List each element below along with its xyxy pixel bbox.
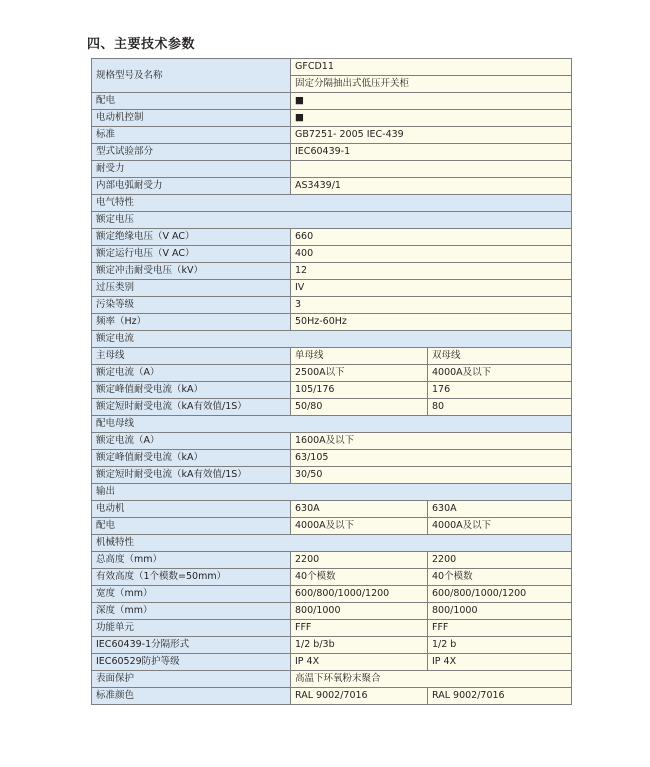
param-value-col1: 105/176 — [291, 382, 428, 399]
param-value-col2: 2200 — [428, 552, 572, 569]
spec-table — [91, 58, 572, 705]
section-label: 机械特性 — [92, 535, 572, 552]
table-row — [92, 382, 572, 399]
table-row — [92, 365, 572, 382]
table-row — [92, 110, 572, 127]
param-value: 1600A及以下 — [291, 433, 572, 450]
table-row — [92, 603, 572, 620]
table-row — [92, 229, 572, 246]
section-label: 额定电压 — [92, 212, 572, 229]
param-value-col2: 630A — [428, 501, 572, 518]
param-value-col2: 176 — [428, 382, 572, 399]
param-value-col1: 40个模数 — [291, 569, 428, 586]
param-label: IEC60439-1分隔形式 — [92, 637, 291, 654]
param-value-col1: 630A — [291, 501, 428, 518]
table-row — [92, 280, 572, 297]
param-label: 过压类别 — [92, 280, 291, 297]
param-value-col2: 4000A及以下 — [428, 518, 572, 535]
param-label: IEC60529防护等级 — [92, 654, 291, 671]
table-row — [92, 433, 572, 450]
param-value-col2: 800/1000 — [428, 603, 572, 620]
param-value: 63/105 — [291, 450, 572, 467]
param-value-col2: 80 — [428, 399, 572, 416]
param-value-col1: 50/80 — [291, 399, 428, 416]
section-row — [92, 195, 572, 212]
param-value-col1: FFF — [291, 620, 428, 637]
param-value-col1: 单母线 — [291, 348, 428, 365]
param-label: 额定电流（A） — [92, 433, 291, 450]
table-row — [92, 348, 572, 365]
param-label: 额定短时耐受电流（kA有效值/1S） — [92, 399, 291, 416]
table-row — [92, 263, 572, 280]
param-label: 额定电流（A） — [92, 365, 291, 382]
table-row — [92, 671, 572, 688]
param-label: 深度（mm） — [92, 603, 291, 620]
param-value-col1: 800/1000 — [291, 603, 428, 620]
param-label: 宽度（mm） — [92, 586, 291, 603]
param-value: IV — [291, 280, 572, 297]
table-row — [92, 246, 572, 263]
section-label: 电气特性 — [92, 195, 572, 212]
param-value: 固定分隔抽出式低压开关柜 — [291, 76, 572, 93]
param-label: 配电 — [92, 518, 291, 535]
table-row — [92, 518, 572, 535]
param-label: 内部电弧耐受力 — [92, 178, 291, 195]
section-label: 额定电流 — [92, 331, 572, 348]
table-row — [92, 586, 572, 603]
table-row — [92, 637, 572, 654]
param-value-col1: 2500A以下 — [291, 365, 428, 382]
param-value: 400 — [291, 246, 572, 263]
param-label: 主母线 — [92, 348, 291, 365]
param-label: 额定峰值耐受电流（kA） — [92, 382, 291, 399]
param-value-col2: FFF — [428, 620, 572, 637]
param-value: 660 — [291, 229, 572, 246]
param-value: 12 — [291, 263, 572, 280]
param-value-col2: 1/2 b — [428, 637, 572, 654]
param-value-col1: 600/800/1000/1200 — [291, 586, 428, 603]
table-row — [92, 144, 572, 161]
table-row — [92, 178, 572, 195]
table-row — [92, 467, 572, 484]
param-value — [291, 161, 572, 178]
param-label: 电动机控制 — [92, 110, 291, 127]
param-label: 额定冲击耐受电压（kV） — [92, 263, 291, 280]
param-value-col2: 40个模数 — [428, 569, 572, 586]
param-value: ■ — [291, 93, 572, 110]
param-value-col2: 双母线 — [428, 348, 572, 365]
param-value: 高温下环氧粉末聚合 — [291, 671, 572, 688]
table-row — [92, 399, 572, 416]
param-value: 3 — [291, 297, 572, 314]
param-value-col1: RAL 9002/7016 — [291, 688, 428, 705]
table-row — [92, 314, 572, 331]
param-value-col2: RAL 9002/7016 — [428, 688, 572, 705]
table-row — [92, 569, 572, 586]
table-row — [92, 297, 572, 314]
param-value-col1: IP 4X — [291, 654, 428, 671]
table-row — [92, 127, 572, 144]
table-row — [92, 552, 572, 569]
param-value: GB7251- 2005 IEC-439 — [291, 127, 572, 144]
table-row — [92, 501, 572, 518]
param-label: 表面保护 — [92, 671, 291, 688]
param-value-col2: 600/800/1000/1200 — [428, 586, 572, 603]
param-value: 30/50 — [291, 467, 572, 484]
param-label: 额定峰值耐受电流（kA） — [92, 450, 291, 467]
table-row — [92, 59, 572, 76]
param-label: 额定短时耐受电流（kA有效值/1S） — [92, 467, 291, 484]
param-label: 电动机 — [92, 501, 291, 518]
table-row — [92, 620, 572, 637]
param-value-col2: 4000A及以下 — [428, 365, 572, 382]
section-heading: 四、主要技术参数 — [87, 37, 196, 52]
param-value-col1: 4000A及以下 — [291, 518, 428, 535]
param-label: 型式试验部分 — [92, 144, 291, 161]
table-row — [92, 93, 572, 110]
param-label: 有效高度（1个模数=50mm） — [92, 569, 291, 586]
table-row — [92, 161, 572, 178]
param-label: 额定运行电压（V AC） — [92, 246, 291, 263]
param-label: 功能单元 — [92, 620, 291, 637]
param-value-col2: IP 4X — [428, 654, 572, 671]
param-value: 50Hz-60Hz — [291, 314, 572, 331]
param-value-col1: 1/2 b/3b — [291, 637, 428, 654]
table-row — [92, 450, 572, 467]
section-label: 配电母线 — [92, 416, 572, 433]
param-label: 标准 — [92, 127, 291, 144]
table-row — [92, 654, 572, 671]
param-label: 污染等级 — [92, 297, 291, 314]
param-value: GFCD11 — [291, 59, 572, 76]
section-row — [92, 212, 572, 229]
param-label: 耐受力 — [92, 161, 291, 178]
param-label: 总高度（mm） — [92, 552, 291, 569]
table-row — [92, 688, 572, 705]
spec-table-body — [92, 59, 572, 705]
param-label: 标准颜色 — [92, 688, 291, 705]
param-label: 规格型号及名称 — [92, 59, 291, 93]
param-value: ■ — [291, 110, 572, 127]
param-label: 配电 — [92, 93, 291, 110]
param-value: AS3439/1 — [291, 178, 572, 195]
param-value-col1: 2200 — [291, 552, 428, 569]
section-row — [92, 535, 572, 552]
section-label: 输出 — [92, 484, 572, 501]
param-label: 额定绝缘电压（V AC） — [92, 229, 291, 246]
section-row — [92, 484, 572, 501]
param-value: IEC60439-1 — [291, 144, 572, 161]
param-label: 频率（Hz） — [92, 314, 291, 331]
section-row — [92, 416, 572, 433]
section-row — [92, 331, 572, 348]
